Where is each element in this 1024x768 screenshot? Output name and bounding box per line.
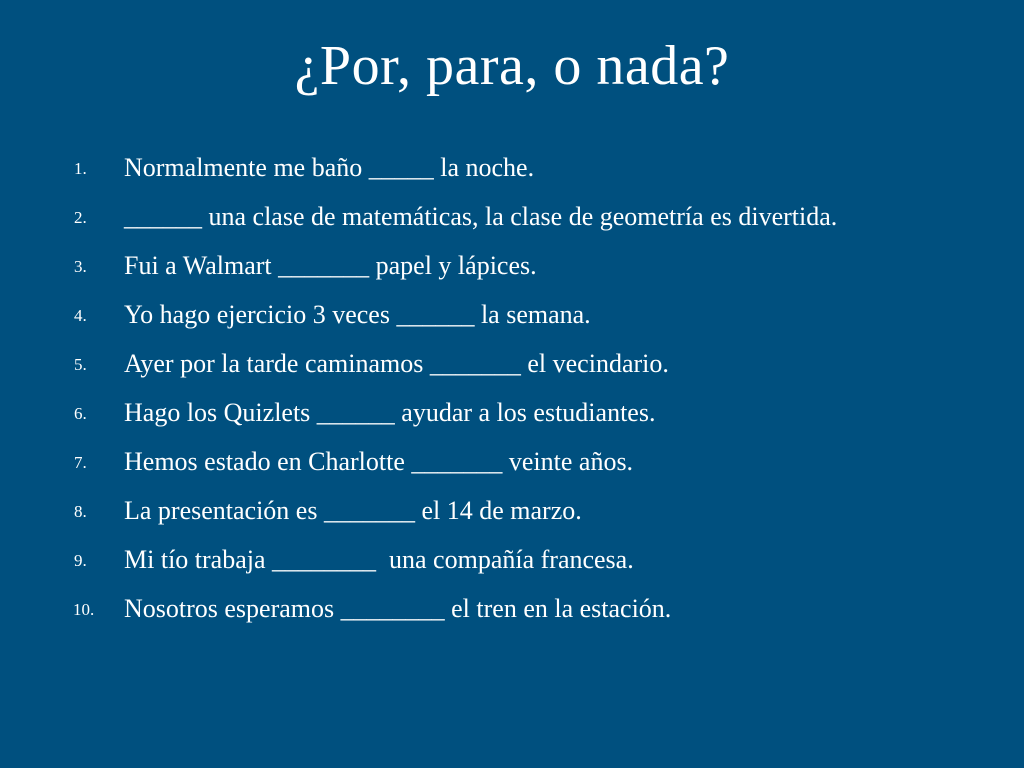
item-text: Nosotros esperamos ________ el tren en la estación. (124, 594, 672, 623)
item-text: Hemos estado en Charlotte _______ veinte años. (124, 447, 634, 476)
item-text: ______ una clase de matemáticas, la clase de geometría es divertida. (124, 202, 838, 231)
item-text: Ayer por la tarde caminamos _______ el vecindario. (124, 349, 669, 378)
item-text: Normalmente me baño _____ la noche. (124, 153, 535, 182)
item-number: 6. (74, 404, 87, 423)
item-number: 2. (74, 208, 87, 227)
item-number: 3. (74, 257, 87, 276)
item-text: Hago los Quizlets ______ ayudar a los estudiantes. (124, 398, 656, 427)
item-text: La presentación es _______ el 14 de marzo. (124, 496, 582, 525)
list-item (70, 197, 960, 238)
list-item (70, 540, 960, 581)
list-item (70, 246, 960, 287)
item-number: 8. (74, 502, 87, 521)
item-text: Yo hago ejercicio 3 veces ______ la semana. (124, 300, 591, 329)
item-number: 1. (74, 159, 87, 178)
item-number: 4. (74, 306, 87, 325)
list-item (70, 344, 960, 385)
slide-title: ¿Por, para, o nada? (294, 35, 730, 97)
list-item (70, 148, 960, 189)
item-text: Fui a Walmart _______ papel y lápices. (124, 251, 537, 280)
exercise-list (70, 148, 960, 638)
list-item (70, 442, 960, 483)
item-number: 7. (74, 453, 87, 472)
list-item (70, 393, 960, 434)
list-item (70, 491, 960, 532)
item-text: Mi tío trabaja ________ una compañía francesa. (124, 545, 634, 574)
item-number: 10. (73, 600, 95, 619)
item-number: 9. (74, 551, 87, 570)
list-item (70, 295, 960, 336)
item-number: 5. (74, 355, 87, 374)
list-item (70, 589, 960, 630)
